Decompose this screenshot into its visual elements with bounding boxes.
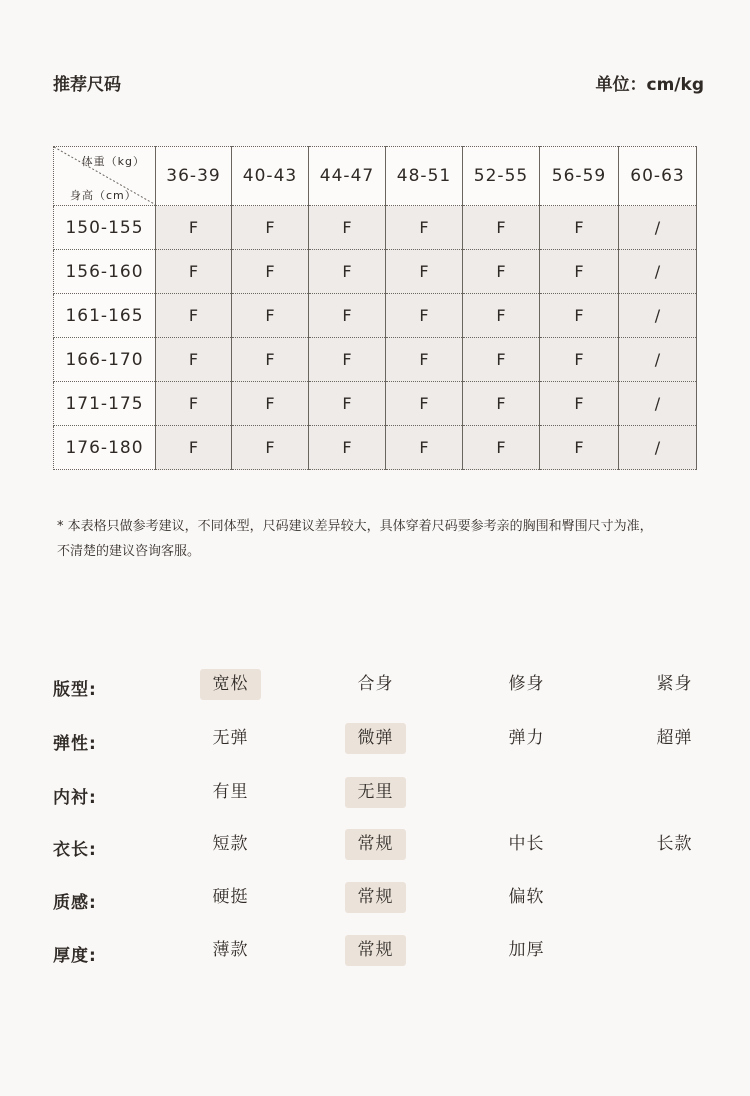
height-row-label: 156-160 [54,250,156,294]
table-row [54,426,697,470]
size-cell: F [540,206,619,250]
attribute-option-selected: 常规 [345,935,406,966]
attribute-row [53,882,713,914]
table-corner-cell [54,147,156,206]
attribute-option: 硬挺 [212,887,249,907]
table-row [54,294,697,338]
height-axis-label: 身高（cm） [70,189,137,202]
table-row [54,338,697,382]
unit-label: 单位：cm/kg [595,75,704,95]
size-cell: / [619,426,697,470]
size-cell: F [232,426,309,470]
size-cell: F [463,250,540,294]
size-cell: F [463,294,540,338]
size-cell: F [309,250,386,294]
attribute-row [53,777,713,809]
weight-header: 52-55 [463,147,540,206]
attribute-option-selected: 常规 [345,829,406,860]
size-cell: / [619,206,697,250]
size-cell: / [619,250,697,294]
size-cell: F [309,338,386,382]
attribute-label: 弹性: [53,734,97,754]
attribute-option-selected: 微弹 [345,723,406,754]
attribute-option: 合身 [357,674,394,694]
page-title: 推荐尺码 [53,75,121,95]
weight-header: 36-39 [156,147,232,206]
size-cell: F [232,206,309,250]
attribute-label: 衣长: [53,840,97,860]
attribute-option: 中长 [508,834,545,854]
size-cell: F [386,338,463,382]
table-row [54,382,697,426]
size-note [57,514,707,564]
height-row-label: 161-165 [54,294,156,338]
attribute-option: 长款 [656,834,693,854]
attribute-option-selected: 无里 [345,777,406,808]
attribute-label: 版型: [53,680,97,700]
size-cell: F [309,382,386,426]
size-cell: / [619,382,697,426]
height-row-label: 166-170 [54,338,156,382]
attribute-label: 质感: [53,893,97,913]
size-cell: F [309,206,386,250]
size-cell: F [309,426,386,470]
size-cell: F [232,294,309,338]
size-cell: F [232,250,309,294]
note-line: * 本表格只做参考建议，不同体型，尺码建议差异较大，具体穿着尺码要参考亲的胸围和臀围尺寸为准， [57,519,653,534]
attribute-option: 弹力 [508,728,545,748]
weight-axis-label: 体重（kg） [81,155,145,168]
attribute-option: 紧身 [656,674,693,694]
weight-header: 44-47 [309,147,386,206]
attribute-option: 短款 [212,834,249,854]
size-cell: F [540,250,619,294]
size-cell: F [463,426,540,470]
size-cell: F [156,338,232,382]
size-cell: / [619,338,697,382]
weight-header: 60-63 [619,147,697,206]
attribute-row [53,669,713,701]
size-cell: F [386,206,463,250]
attribute-option-selected: 常规 [345,882,406,913]
attribute-option: 无弹 [212,728,249,748]
attribute-option: 薄款 [212,940,249,960]
attribute-row [53,935,713,967]
size-cell: F [463,382,540,426]
attribute-option: 偏软 [508,887,545,907]
size-cell: F [156,250,232,294]
size-cell: F [156,206,232,250]
size-table [53,146,697,470]
size-cell: F [386,250,463,294]
size-cell: F [386,426,463,470]
size-cell: F [463,338,540,382]
size-cell: F [156,426,232,470]
height-row-label: 171-175 [54,382,156,426]
note-line: 不清楚的建议咨询客服。 [57,544,201,559]
weight-header: 40-43 [232,147,309,206]
size-cell: F [463,206,540,250]
size-cell: F [156,382,232,426]
attribute-option: 加厚 [508,940,545,960]
table-row [54,206,697,250]
height-row-label: 176-180 [54,426,156,470]
attribute-option-selected: 宽松 [200,669,261,700]
size-cell: F [386,382,463,426]
size-cell: F [309,294,386,338]
height-row-label: 150-155 [54,206,156,250]
weight-header: 56-59 [540,147,619,206]
size-cell: / [619,294,697,338]
size-cell: F [540,294,619,338]
attribute-row [53,829,713,861]
size-cell: F [232,382,309,426]
attribute-label: 厚度: [53,946,97,966]
attribute-option: 有里 [212,782,249,802]
attribute-label: 内衬: [53,788,97,808]
table-row [54,250,697,294]
attribute-option: 超弹 [656,728,693,748]
size-cell: F [540,338,619,382]
size-cell: F [540,426,619,470]
attribute-option: 修身 [508,674,545,694]
attribute-row [53,723,713,755]
weight-header: 48-51 [386,147,463,206]
size-cell: F [540,382,619,426]
size-cell: F [232,338,309,382]
size-cell: F [386,294,463,338]
size-cell: F [156,294,232,338]
table-header-row [54,147,697,206]
